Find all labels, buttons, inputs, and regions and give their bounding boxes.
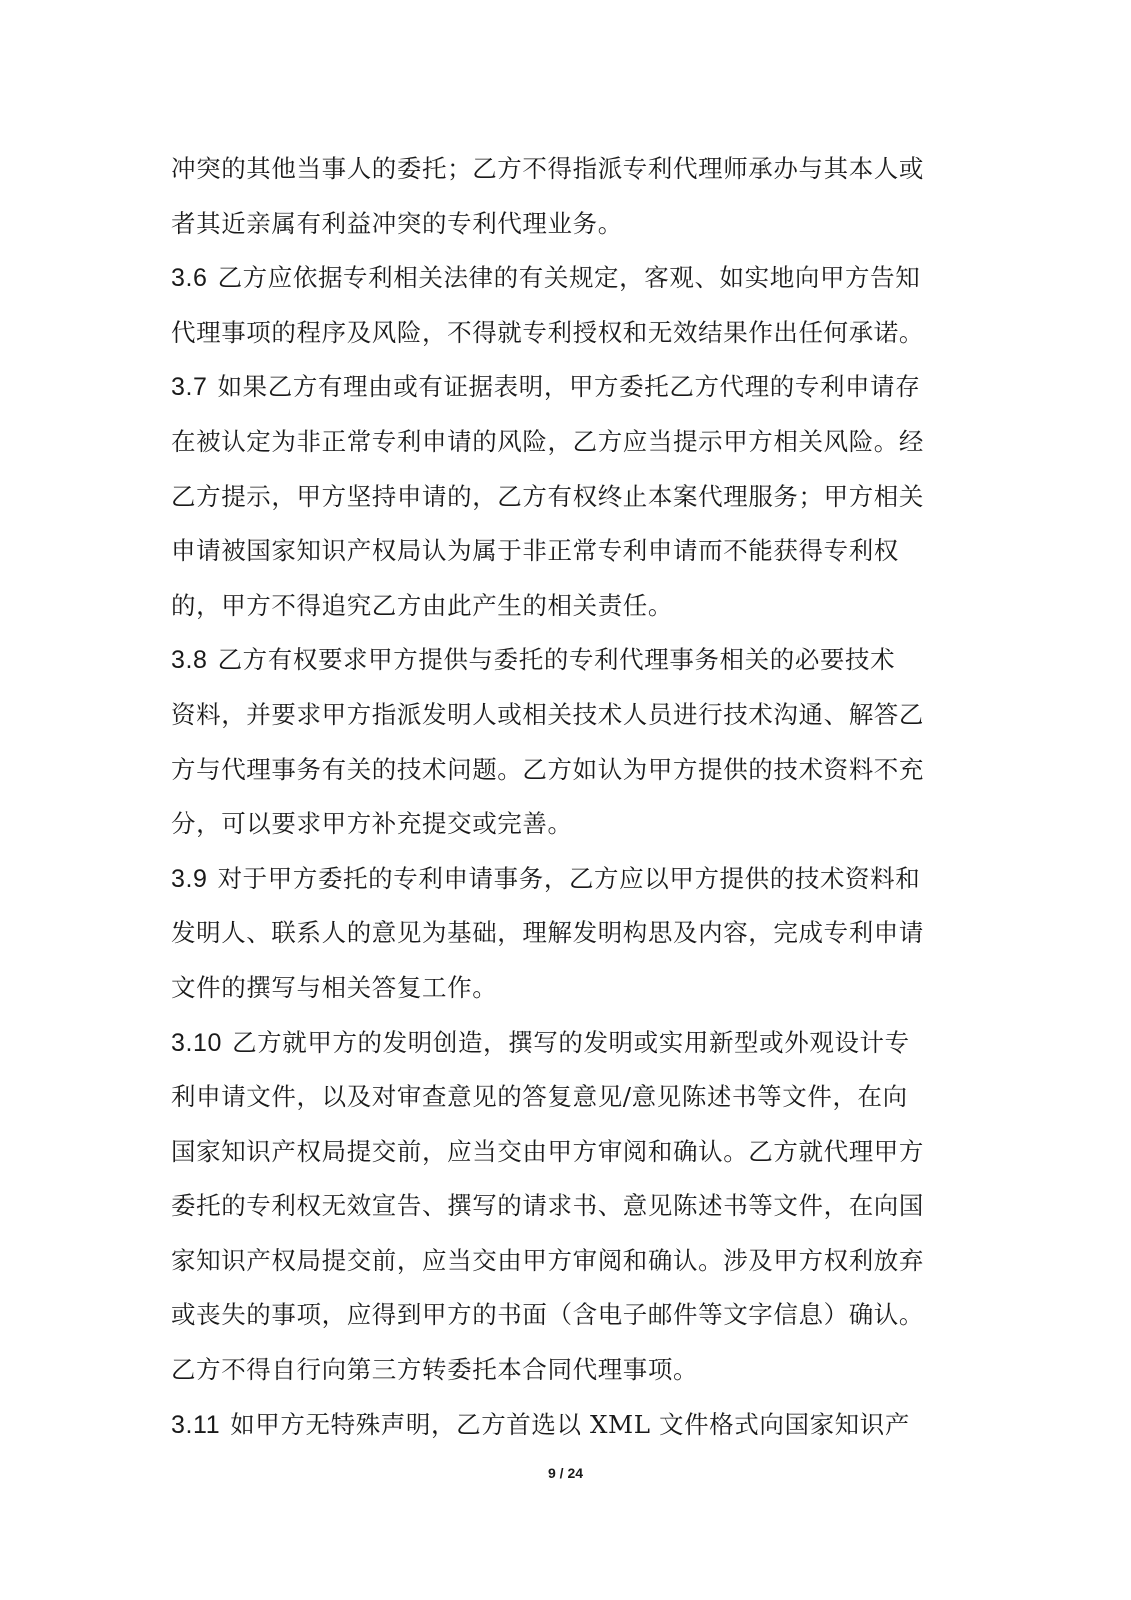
text-line <box>171 524 971 579</box>
text-line <box>171 306 971 361</box>
line-text: 乙方应依据专利相关法律的有关规定，客观、如实地向甲方告知 <box>217 263 921 293</box>
line-text: 利申请文件，以及对审查意见的答复意见/意见陈述书等文件，在向 <box>171 1082 908 1112</box>
text-line <box>171 197 971 252</box>
clause-number: 3.7 <box>171 373 208 402</box>
line-text: 国家知识产权局提交前，应当交由甲方审阅和确认。乙方就代理甲方 <box>171 1136 924 1166</box>
text-line <box>171 906 971 961</box>
clause-number: 3.8 <box>171 646 208 675</box>
text-line <box>171 1179 971 1234</box>
text-line <box>171 1016 971 1071</box>
line-text: 如甲方无特殊声明，乙方首选以 XML 文件格式向国家知识产 <box>230 1409 910 1439</box>
line-text: 乙方提示，甲方坚持申请的，乙方有权终止本案代理服务；甲方相关 <box>171 481 924 511</box>
text-line <box>171 470 971 525</box>
text-line <box>171 688 971 743</box>
text-line <box>171 852 971 907</box>
line-text: 方与代理事务有关的技术问题。乙方如认为甲方提供的技术资料不充 <box>171 754 924 784</box>
text-line <box>171 633 971 688</box>
line-text: 分，可以要求甲方补充提交或完善。 <box>171 809 573 839</box>
document-body <box>171 142 971 1452</box>
line-text: 者其近亲属有利益冲突的专利代理业务。 <box>171 208 623 238</box>
line-text: 文件的撰写与相关答复工作。 <box>171 972 498 1002</box>
line-text: 申请被国家知识产权局认为属于非正常专利申请而不能获得专利权 <box>171 536 899 566</box>
line-text: 或丧失的事项，应得到甲方的书面（含电子邮件等文字信息）确认。 <box>171 1300 924 1330</box>
line-text: 对于甲方委托的专利申请事务，乙方应以甲方提供的技术资料和 <box>217 863 921 893</box>
clause-number: 3.11 <box>171 1410 221 1439</box>
text-line <box>171 360 971 415</box>
line-text: 的，甲方不得追究乙方由此产生的相关责任。 <box>171 590 673 620</box>
text-line <box>171 415 971 470</box>
text-line <box>171 743 971 798</box>
text-line <box>171 1343 971 1398</box>
line-text: 在被认定为非正常专利申请的风险，乙方应当提示甲方相关风险。经 <box>171 426 924 456</box>
line-text: 乙方就甲方的发明创造，撰写的发明或实用新型或外观设计专 <box>232 1027 910 1057</box>
line-text: 乙方有权要求甲方提供与委托的专利代理事务相关的必要技术 <box>217 645 896 675</box>
text-line <box>171 142 971 197</box>
text-line <box>171 1398 971 1453</box>
text-line <box>171 1125 971 1180</box>
clause-number: 3.6 <box>171 264 208 293</box>
text-line <box>171 251 971 306</box>
clause-number: 3.9 <box>171 864 208 893</box>
text-line <box>171 961 971 1016</box>
text-line <box>171 1288 971 1343</box>
page-indicator: 9 / 24 <box>547 1465 584 1481</box>
text-line <box>171 579 971 634</box>
line-text: 委托的专利权无效宣告、撰写的请求书、意见陈述书等文件，在向国 <box>171 1191 924 1221</box>
text-line <box>171 1234 971 1289</box>
text-line <box>171 1070 971 1125</box>
line-text: 发明人、联系人的意见为基础，理解发明构思及内容，完成专利申请 <box>171 918 924 948</box>
line-text: 冲突的其他当事人的委托；乙方不得指派专利代理师承办与其本人或 <box>171 154 924 183</box>
line-text: 资料，并要求甲方指派发明人或相关技术人员进行技术沟通、解答乙 <box>171 699 924 729</box>
line-text: 代理事项的程序及风险，不得就专利授权和无效结果作出任何承诺。 <box>171 317 924 347</box>
text-line <box>171 797 971 852</box>
line-text: 乙方不得自行向第三方转委托本合同代理事项。 <box>171 1355 699 1385</box>
line-text: 家知识产权局提交前，应当交由甲方审阅和确认。涉及甲方权利放弃 <box>171 1245 924 1275</box>
line-text: 如果乙方有理由或有证据表明，甲方委托乙方代理的专利申请存 <box>217 372 921 402</box>
clause-number: 3.10 <box>171 1028 223 1057</box>
